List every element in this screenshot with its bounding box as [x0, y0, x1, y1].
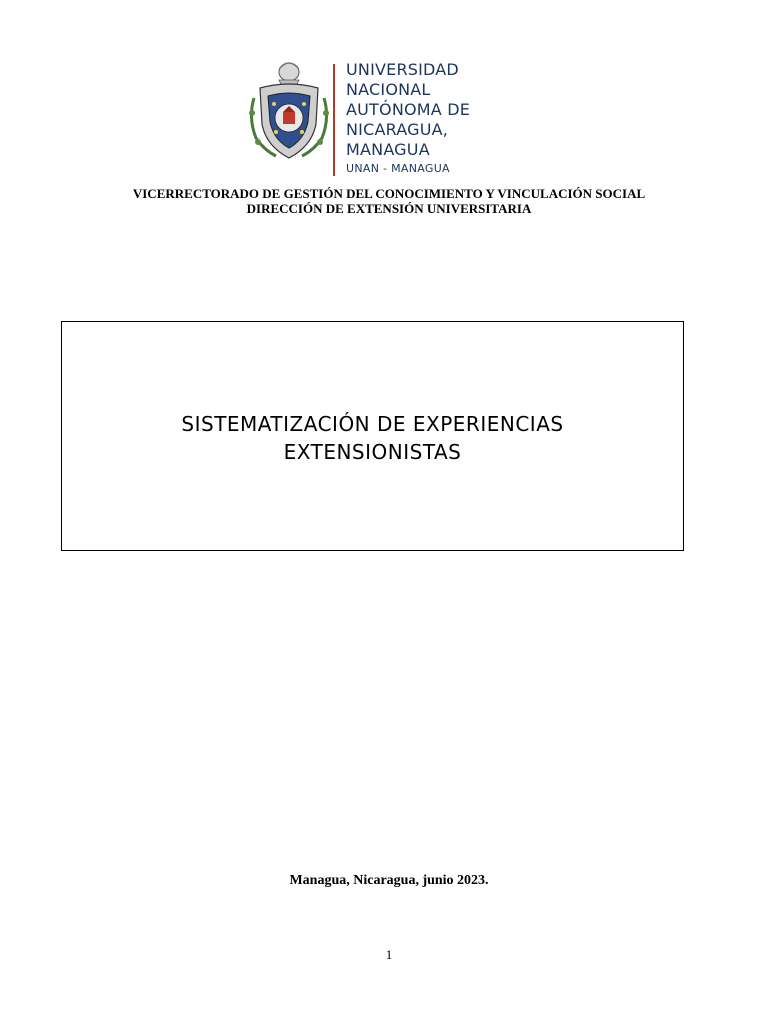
university-name-line: MANAGUA — [346, 140, 430, 159]
university-name-line: AUTÓNOMA DE — [346, 100, 471, 119]
university-name-line: NACIONAL — [346, 80, 431, 99]
logo-divider — [333, 64, 335, 176]
document-title-line-2: EXTENSIONISTAS — [283, 440, 462, 464]
university-name — [346, 60, 470, 160]
document-title-line-1: SISTEMATIZACIÓN DE EXPERIENCIAS — [181, 412, 564, 436]
university-name-line: NICARAGUA, — [346, 120, 449, 139]
title-box — [61, 321, 684, 551]
department-header — [0, 186, 768, 216]
university-name-line: UNIVERSIDAD — [346, 60, 459, 79]
university-logo — [246, 58, 496, 180]
document-title — [62, 410, 683, 466]
university-acronym: UNAN - MANAGUA — [346, 162, 450, 175]
directorate-heading: DIRECCIÓN DE EXTENSIÓN UNIVERSITARIA — [246, 201, 532, 216]
university-crest-icon — [246, 58, 332, 164]
place-date: Managua, Nicaragua, junio 2023. — [289, 873, 489, 888]
page-number: 1 — [385, 947, 393, 962]
vice-rectorate-heading: VICERRECTORADO DE GESTIÓN DEL CONOCIMIENTO Y VINCULACIÓN SOCIAL — [132, 186, 646, 201]
